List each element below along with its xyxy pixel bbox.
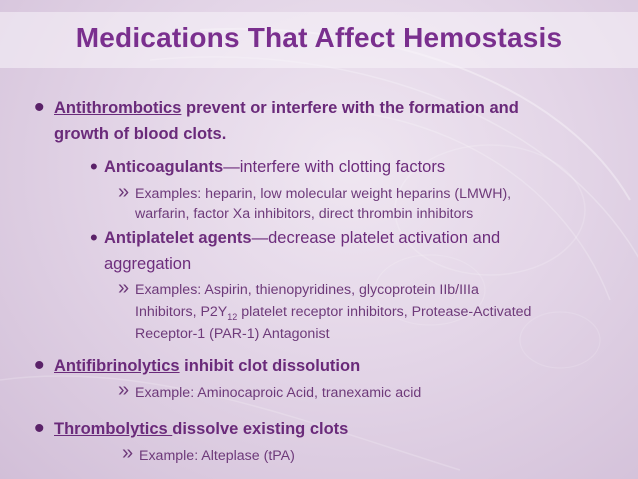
anticoagulants-text: —interfere with clotting factors	[223, 158, 446, 176]
antiplatelet-examples-2	[135, 304, 531, 322]
antiplatelet-term: Antiplatelet agents	[104, 229, 252, 247]
slide-title: Medications That Affect Hemostasis	[75, 22, 563, 53]
bullet-thrombolytics: •	[34, 412, 45, 445]
antiplatelet-examples-1: Examples: Aspirin, thienopyridines, glycoprotein IIb/IIIa	[135, 282, 479, 298]
anticoagulants-examples-1: Examples: heparin, low molecular weight heparins (LMWH),	[135, 186, 512, 202]
antithrombotics-line-2: growth of blood clots.	[54, 125, 227, 143]
antithrombotics-text: prevent or interfere with the formation and	[181, 99, 519, 117]
antifibrinolytics-example: Example: Aminocaproic Acid, tranexamic acid	[135, 385, 422, 401]
bullet-anticoagulants: •	[90, 154, 98, 179]
antiplatelet-subscript: 12	[227, 311, 238, 322]
antifibrinolytics-text: inhibit clot dissolution	[179, 357, 361, 375]
antiplatelet-examples-3: Receptor-1 (PAR-1) Antagonist	[135, 326, 330, 342]
anticoagulants-examples-2: warfarin, factor Xa inhibitors, direct thrombin inhibitors	[135, 206, 474, 222]
chevron-antifibrinolytics: »	[118, 379, 130, 401]
thrombolytics-text: dissolve existing clots	[172, 420, 349, 438]
anticoagulants-line	[104, 158, 445, 177]
thrombolytics-term: Thrombolytics	[54, 420, 173, 438]
bullet-antiplatelet: •	[90, 225, 98, 250]
antithrombotics-term: Antithrombotics	[54, 99, 182, 117]
bullet-antithrombotics: •	[34, 91, 45, 124]
antifibrinolytics-term: Antifibrinolytics	[54, 357, 180, 375]
antiplatelet-line-1	[104, 229, 500, 248]
thrombolytics-example: Example: Alteplase (tPA)	[139, 448, 295, 464]
chevron-anticoagulants: »	[118, 181, 130, 203]
antiplatelet-text: —decrease platelet activation and	[251, 229, 501, 247]
thrombolytics-line	[54, 420, 348, 439]
bullet-antifibrinolytics: •	[34, 349, 45, 382]
chevron-thrombolytics: »	[122, 442, 134, 464]
anticoagulants-term: Anticoagulants	[104, 158, 224, 176]
antiplatelet-line-2: aggregation	[104, 255, 192, 273]
antiplatelet-examples-2a: Inhibitors, P2Y	[135, 304, 228, 320]
antiplatelet-examples-2b: platelet receptor inhibitors, Protease-Activated	[237, 304, 532, 320]
antithrombotics-line-1	[54, 99, 519, 118]
chevron-antiplatelet: »	[118, 277, 130, 299]
antifibrinolytics-line	[54, 357, 360, 376]
